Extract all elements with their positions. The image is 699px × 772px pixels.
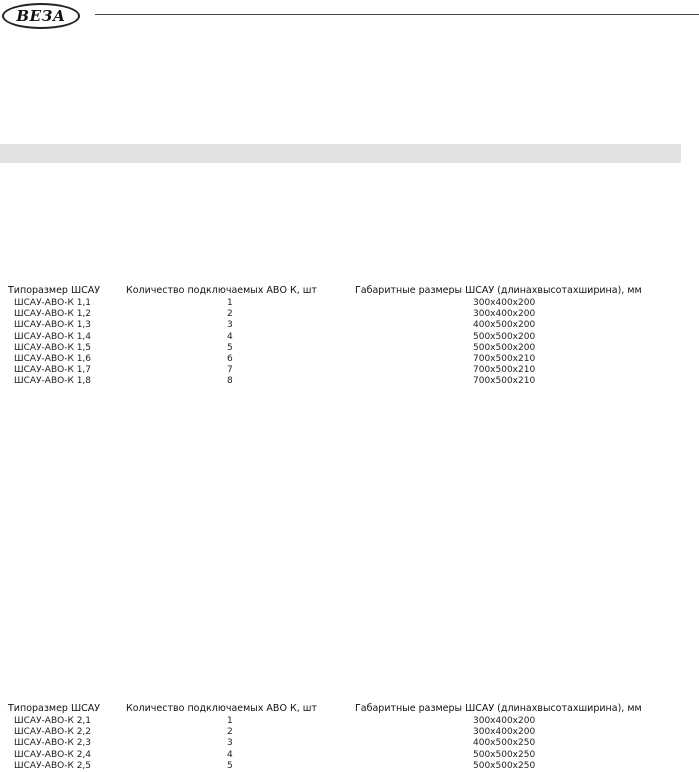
- cell-quantity: 3: [227, 320, 233, 331]
- column-header-dimensions: Габаритные размеры ШСАУ (длинaхвысотахширина), мм: [355, 703, 642, 714]
- cell-size: ШСАУ-АВО-К 2,2: [14, 727, 92, 738]
- cell-dimensions: 300х400х200: [473, 309, 536, 320]
- cell-dimensions: 700х500х210: [473, 376, 536, 387]
- cell-quantity: 7: [227, 365, 233, 376]
- table-row: [0, 750, 699, 761]
- table-row: [0, 365, 699, 376]
- header-rule: [95, 14, 699, 15]
- cell-quantity: 3: [227, 738, 233, 749]
- cell-quantity: 4: [227, 749, 233, 760]
- cell-quantity: 1: [227, 716, 233, 726]
- cell-size: ШСАУ-АВО-К 2,4: [14, 749, 92, 760]
- table-row: [0, 761, 699, 772]
- company-logo: [2, 3, 80, 29]
- table-row: [0, 727, 699, 738]
- cell-size: ШСАУ-АВО-К 1,4: [14, 331, 92, 342]
- cell-size: ШСАУ-АВО-К 2,3: [14, 738, 92, 749]
- cell-dimensions: 400х500х250: [473, 738, 536, 749]
- cell-size: ШСАУ-АВО-К 1,6: [14, 354, 92, 364]
- cell-dimensions: 500х500х200: [473, 331, 536, 342]
- cell-size: ШСАУ-АВО-К 1,3: [14, 320, 92, 331]
- cell-size: ШСАУ-АВО-К 1,1: [14, 298, 92, 308]
- cell-quantity: 5: [227, 760, 233, 771]
- column-header-size: Типоразмер ШСАУ: [8, 285, 101, 296]
- column-header-size: Типоразмер ШСАУ: [8, 703, 101, 714]
- table-row: [0, 320, 699, 331]
- logo-text: ВЕЗА: [16, 7, 66, 25]
- table-row: [0, 298, 699, 309]
- cell-size: ШСАУ-АВО-К 2,5: [14, 760, 92, 771]
- cell-size: ШСАУ-АВО-К 1,8: [14, 376, 92, 387]
- cell-dimensions: 500х500х250: [473, 760, 536, 771]
- cell-size: ШСАУ-АВО-К 1,2: [14, 309, 92, 320]
- section-band: [0, 144, 681, 163]
- cell-dimensions: 300х400х200: [473, 716, 536, 726]
- cell-dimensions: 400х500х200: [473, 320, 536, 331]
- cell-dimensions: 700х500х210: [473, 354, 536, 364]
- cell-dimensions: 300х400х200: [473, 727, 536, 738]
- cell-quantity: 8: [227, 376, 233, 387]
- table-row: [0, 332, 699, 343]
- table-row: [0, 343, 699, 354]
- table-row: [0, 309, 699, 320]
- cell-size: ШСАУ-АВО-К 2,1: [14, 716, 92, 726]
- cell-quantity: 5: [227, 342, 233, 353]
- cell-dimensions: 700х500х210: [473, 365, 536, 376]
- cell-size: ШСАУ-АВО-К 1,7: [14, 365, 92, 376]
- column-header-quantity: Количество подключаемых АВО К, шт: [126, 285, 317, 296]
- cell-size: ШСАУ-АВО-К 1,5: [14, 342, 92, 353]
- cell-quantity: 2: [227, 727, 233, 738]
- cell-quantity: 6: [227, 354, 233, 364]
- table-row: [0, 716, 699, 727]
- table-row: [0, 738, 699, 749]
- cell-quantity: 2: [227, 309, 233, 320]
- column-header-quantity: Количество подключаемых АВО К, шт: [126, 703, 317, 714]
- cell-dimensions: 300х400х200: [473, 298, 536, 308]
- cell-quantity: 4: [227, 331, 233, 342]
- cell-dimensions: 500х500х200: [473, 342, 536, 353]
- table-row: [0, 354, 699, 365]
- column-header-dimensions: Габаритные размеры ШСАУ (длинaхвысотахширина), мм: [355, 285, 642, 296]
- cell-dimensions: 500х500х250: [473, 749, 536, 760]
- cell-quantity: 1: [227, 298, 233, 308]
- table-row: [0, 376, 699, 387]
